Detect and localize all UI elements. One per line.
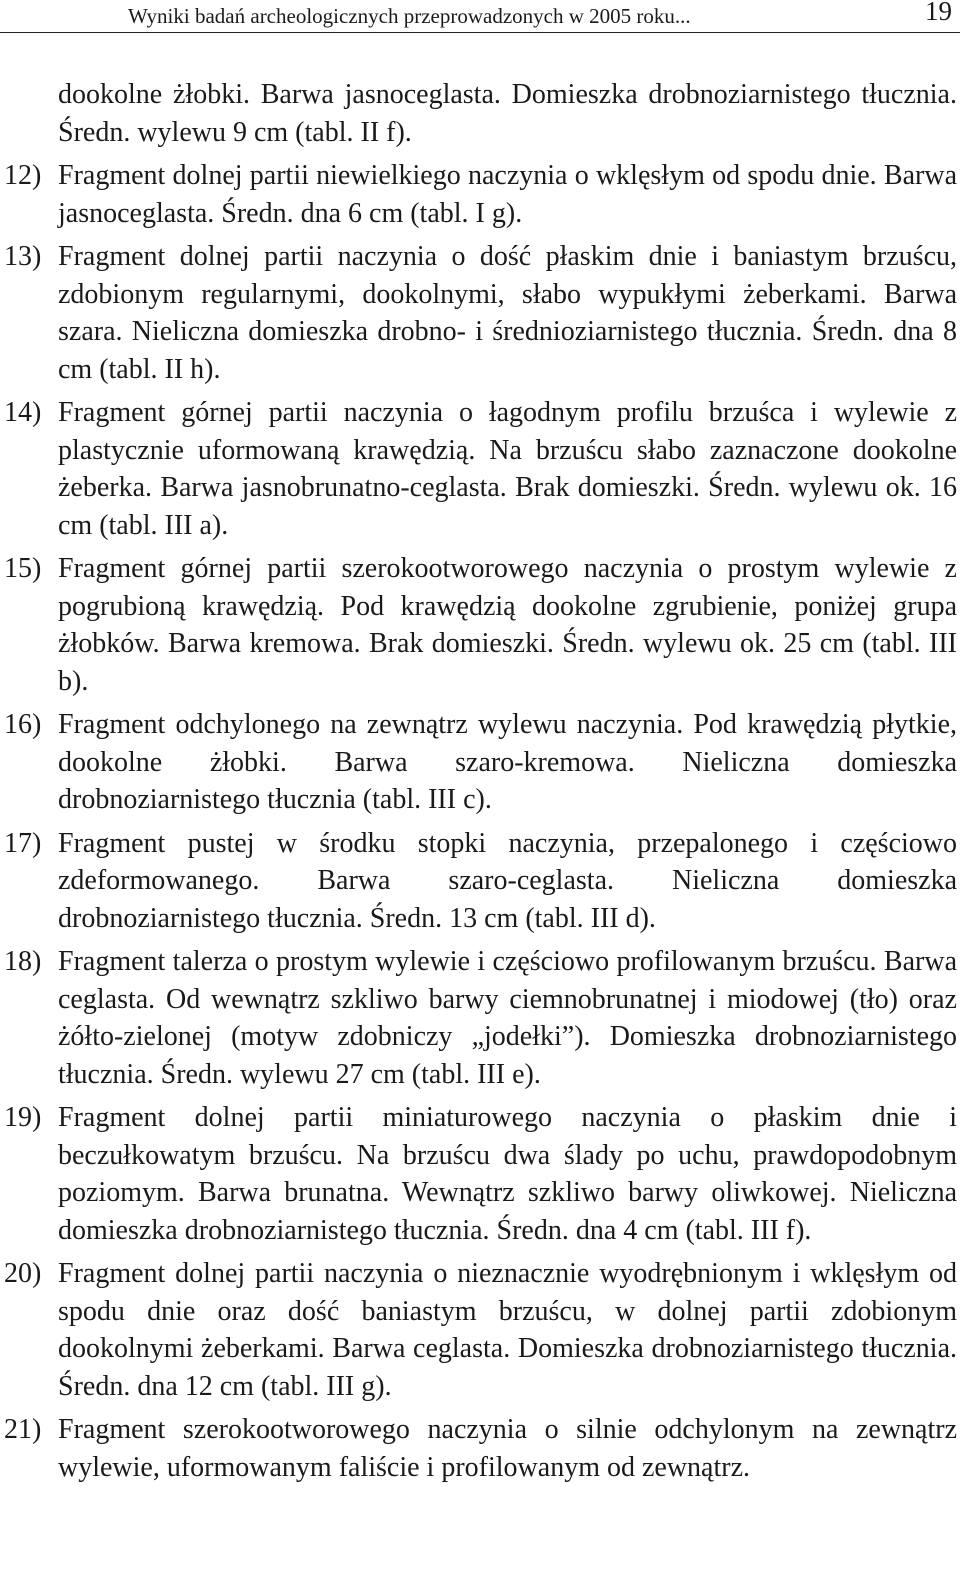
item-text: Fragment górnej partii naczynia o łagodnym profilu brzuśca i wylewie z plastycznie uformowaną krawędzią. Na brzuścu słabo zaznaczone dookolne żeberka. Barwa jasnobrunatno-ceglasta. Brak domieszki. Średn. wylewu ok. 16 cm (tabl. III a). [58, 397, 957, 541]
item-number: 20) [4, 1258, 42, 1289]
item-number: 13) [4, 241, 42, 272]
catalogue-item [0, 706, 957, 819]
item-text: Fragment talerza o prostym wylewie i częściowo profilowanym brzuścu. Barwa ceglasta. Od wewnątrz szkliwo barwy ciemnobrunatnej i miodowej (tło) oraz żółto-zielonej (motyw zdobniczy „jodełki”). Domieszka drobnoziarnistego tłucznia. Średn. wylewu 27 cm (tabl. III e). [58, 946, 957, 1090]
item-number: 14) [4, 397, 42, 428]
item-text: Fragment dolnej partii niewielkiego naczynia o wklęsłym od spodu dnie. Barwa jasnoceglasta. Średn. dna 6 cm (tabl. I g). [58, 160, 957, 229]
continued-paragraph: dookolne żłobki. Barwa jasnoceglasta. Domieszka drobnoziarnistego tłucznia. Średn. wylewu 9 cm (tabl. II f). [58, 79, 957, 148]
catalogue-item [0, 1411, 957, 1486]
item-text: Fragment pustej w środku stopki naczynia, przepalonego i częściowo zdeformowanego. Barwa szaro-ceglasta. Nieliczna domieszka drobnoziarnistego tłucznia. Średn. 13 cm (tabl. III d). [58, 827, 957, 934]
header-rule [0, 32, 960, 33]
item-number: 15) [4, 553, 42, 584]
running-title: Wyniki badań archeologicznych przeprowadzonych w 2005 roku... [128, 4, 691, 28]
item-number: 16) [4, 709, 42, 740]
catalogue-item [0, 157, 957, 232]
item-text: Fragment szerokootworowego naczynia o silnie odchylonym na zewnątrz wylewie, uformowanym faliście i profilowanym od zewnątrz. [58, 1414, 957, 1483]
item-number: 12) [4, 160, 42, 191]
catalogue-item [0, 1099, 957, 1249]
catalogue-item [0, 394, 957, 544]
item-text: Fragment dolnej partii naczynia o nieznacznie wyodrębnionym i wklęsłym od spodu dnie oraz dość baniastym brzuścu, w dolnej partii zdobionym dookolnymi żeberkami. Barwa ceglasta. Domieszka drobnoziarnistego tłucznia. Średn. dna 12 cm (tabl. III g). [58, 1258, 957, 1402]
item-number: 19) [4, 1102, 42, 1133]
item-text: Fragment odchylonego na zewnątrz wylewu naczynia. Pod krawędzią płytkie, dookolne żłobki. Barwa szaro-kremowa. Nieliczna domieszka drobnoziarnistego tłucznia (tabl. III c). [58, 709, 957, 815]
item-text: Fragment dolnej partii naczynia o dość płaskim dnie i baniastym brzuścu, zdobionym regularnymi, dookolnymi, słabo wypukłymi żeberkami. Barwa szara. Nieliczna domieszka drobno- i średnioziarnistego tłucznia. Średn. dna 8 cm (tabl. II h). [58, 241, 957, 385]
catalogue-item [0, 1255, 957, 1405]
item-number: 21) [4, 1414, 42, 1445]
item-text: Fragment dolnej partii miniaturowego naczynia o płaskim dnie i beczułkowatym brzuścu. Na brzuścu dwa ślady po uchu, prawdopodobnym poziomym. Barwa brunatna. Wewnątrz szkliwo barwy oliwkowej. Nieliczna domieszka drobnoziarnistego tłucznia. Średn. dna 4 cm (tabl. III f). [58, 1102, 957, 1246]
catalogue-item [0, 943, 957, 1093]
running-header [0, 0, 960, 40]
item-text: Fragment górnej partii szerokootworowego naczynia o prostym wylewie z pogrubioną krawędzią. Pod krawędzią dookolne zgrubienie, poniżej grupa żłobków. Barwa kremowa. Brak domieszki. Średn. wylewu ok. 25 cm (tabl. III b). [58, 553, 957, 697]
catalogue-item [0, 238, 957, 388]
item-number: 18) [4, 946, 42, 977]
catalogue-item [0, 550, 957, 700]
catalogue-body [0, 76, 960, 1492]
page-number: 19 [925, 0, 952, 26]
catalogue-item [0, 825, 957, 938]
item-number: 17) [4, 827, 42, 859]
